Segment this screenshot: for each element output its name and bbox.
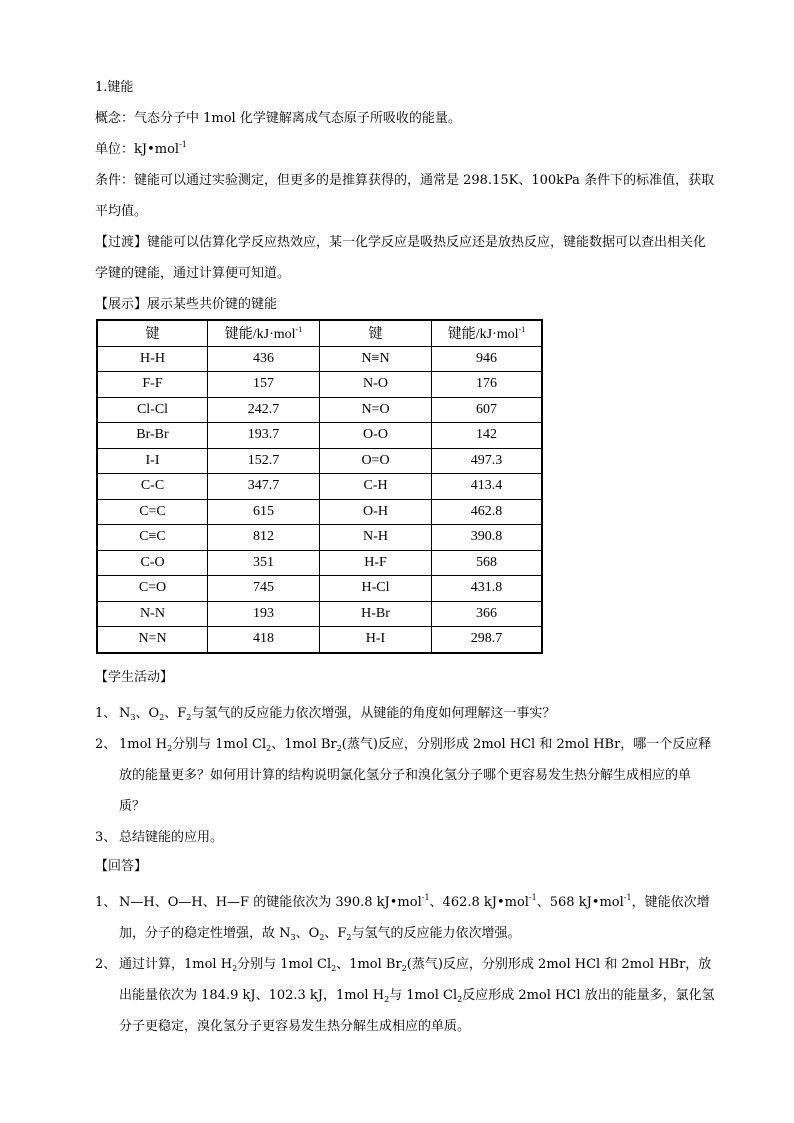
- header-energy-2-sup: -1: [518, 325, 526, 335]
- header-energy-2: [432, 320, 543, 346]
- text-run: 通过计算，1mol H: [119, 956, 233, 972]
- text-run: 、1mol Br: [271, 736, 337, 752]
- table-row: [97, 346, 542, 372]
- table-row: [97, 627, 542, 653]
- document-page: [95, 78, 715, 1042]
- header-energy-2-label: 键能/kJ·mol: [447, 327, 519, 343]
- text-run: 总结键能的应用。: [119, 829, 224, 845]
- cell: O=O: [320, 448, 432, 474]
- answer-number: 1、: [95, 894, 117, 910]
- subscript: 2: [401, 963, 407, 973]
- cell: H-Br: [320, 601, 432, 627]
- text-run: 、568 kJ•mol: [536, 894, 624, 910]
- subscript: 2: [232, 963, 238, 973]
- subscript: 2: [319, 932, 325, 942]
- cell: 462.8: [432, 499, 543, 525]
- text-run: N—H、O—H、H—F 的键能依次为 390.8 kJ•mol: [119, 894, 422, 910]
- table-row: [97, 525, 542, 551]
- cell: F-F: [97, 372, 208, 398]
- cell: I-I: [97, 448, 208, 474]
- text-run: (蒸气)反应，分别形成 2mol HCl 和 2mol HBr，哪一个反应释放的能量更多？如何用计算的结构说明氯化氢分子和溴化氢分子哪个更容易发生热分解生成相应的单质？: [119, 736, 712, 814]
- table-row: [97, 372, 542, 398]
- cell: N=O: [320, 397, 432, 423]
- text-run: 、1mol Br: [336, 956, 402, 972]
- table-header-row: [97, 320, 542, 346]
- concept-text: 概念：气态分子中 1mol 化学键解离成气态原子所吸收的能量。: [95, 111, 461, 126]
- table-row: [97, 550, 542, 576]
- table-row: [97, 576, 542, 602]
- cell: 193: [208, 601, 320, 627]
- activity-item-3: [95, 822, 715, 853]
- cell: H-I: [320, 627, 432, 653]
- activity-number: 2、: [95, 736, 117, 752]
- subscript: 2: [266, 743, 272, 753]
- table-row: [97, 397, 542, 423]
- superscript: -1: [421, 892, 430, 902]
- activity-number: 1、: [95, 705, 117, 721]
- cell: 351: [208, 550, 320, 576]
- cell: 615: [208, 499, 320, 525]
- cell: H-F: [320, 550, 432, 576]
- cell: 193.7: [208, 423, 320, 449]
- cell: 431.8: [432, 576, 543, 602]
- subscript: 2: [159, 712, 165, 722]
- cell: O-H: [320, 499, 432, 525]
- cell: C=C: [97, 499, 208, 525]
- text-run: 、F: [324, 925, 347, 941]
- table-row: [97, 499, 542, 525]
- answer-item-1: [95, 887, 715, 949]
- text-run: 与氢气的反应能力依次增强，从键能的角度如何理解这一事实？: [191, 705, 556, 721]
- cell: 142: [432, 423, 543, 449]
- cell: 176: [432, 372, 543, 398]
- text-run: 分别与 1mol Cl: [237, 956, 332, 972]
- cell: N-H: [320, 525, 432, 551]
- cell: H-H: [97, 346, 208, 372]
- cell: 568: [432, 550, 543, 576]
- cell: H-Cl: [320, 576, 432, 602]
- cell: 390.8: [432, 525, 543, 551]
- header-bond-1: 键: [97, 320, 208, 346]
- header-energy-1: [208, 320, 320, 346]
- cell: 152.7: [208, 448, 320, 474]
- cell: Cl-Cl: [97, 397, 208, 423]
- cell: N=N: [97, 627, 208, 653]
- unit-label: 单位：kJ•mol: [95, 142, 180, 157]
- cell: 418: [208, 627, 320, 653]
- activity-number: 3、: [95, 829, 117, 845]
- cell: C-C: [97, 474, 208, 500]
- subscript: 2: [167, 743, 173, 753]
- cell: N-O: [320, 372, 432, 398]
- text-run: 与氢气的反应能力依次增强。: [351, 925, 521, 941]
- subscript: 3: [290, 932, 296, 942]
- text-run: N: [119, 705, 131, 721]
- bond-energy-table: [96, 319, 543, 654]
- display-heading: 【展示】展示某些共价键的键能: [95, 297, 278, 312]
- answer-number: 2、: [95, 956, 117, 972]
- cell: 607: [432, 397, 543, 423]
- table-row: [97, 474, 542, 500]
- cell: 436: [208, 346, 320, 372]
- cell: 497.3: [432, 448, 543, 474]
- text-run: 、O: [295, 925, 320, 941]
- unit-sup: -1: [179, 140, 187, 149]
- cell: Br-Br: [97, 423, 208, 449]
- cell: 366: [432, 601, 543, 627]
- superscript: -1: [623, 892, 632, 902]
- cell: N-N: [97, 601, 208, 627]
- section-title: 1.键能: [95, 80, 134, 95]
- cell: 745: [208, 576, 320, 602]
- cell: C-H: [320, 474, 432, 500]
- cell: 298.7: [432, 627, 543, 653]
- answer-item-2: [95, 949, 715, 1042]
- table-row: [97, 601, 542, 627]
- header-energy-1-label: 键能/kJ·mol: [224, 327, 296, 343]
- superscript: -1: [528, 892, 537, 902]
- cell: 413.4: [432, 474, 543, 500]
- activity-item-1: [95, 698, 715, 729]
- table-row: [97, 448, 542, 474]
- answer-heading: 【回答】: [95, 858, 148, 874]
- text-run: (蒸气)反应，分别形成 2mol HCl 和 2mol HBr，放出能量依次为 184.9 kJ、102.3 kJ，1mol H: [119, 956, 712, 1003]
- text-run: 、O: [135, 705, 160, 721]
- transition-text: 【过渡】键能可以估算化学反应热效应，某一化学反应是吸热反应还是放热反应，键能数据可以查出相关化学键的键能，通过计算便可知道。: [95, 235, 707, 281]
- subscript: 2: [331, 963, 337, 973]
- text-run: 与 1mol Cl: [389, 987, 458, 1003]
- text-run: 反应形成 2mol HCl 放出的能量多，氯化氢分子更稳定，溴化氢分子更容易发生热分解生成相应的单质。: [119, 987, 715, 1034]
- activity-heading: 【学生活动】: [95, 669, 174, 685]
- cell: N≡N: [320, 346, 432, 372]
- cell: O-O: [320, 423, 432, 449]
- subscript: 2: [186, 712, 192, 722]
- cell: 946: [432, 346, 543, 372]
- cell: 347.7: [208, 474, 320, 500]
- subscript: 2: [346, 932, 352, 942]
- text-run: ，键能依次增加，分子的稳定性增强，故 N: [119, 894, 710, 941]
- text-run: 分别与 1mol Cl: [172, 736, 267, 752]
- text-run: 1mol H: [119, 736, 168, 752]
- unit-text: [95, 140, 715, 160]
- text-run: 、F: [164, 705, 187, 721]
- condition-text: 条件：键能可以通过实验测定，但更多的是推算获得的，通常是 298.15K、100kPa 条件下的标准值，获取平均值。: [95, 173, 715, 219]
- cell: C=O: [97, 576, 208, 602]
- cell: 157: [208, 372, 320, 398]
- cell: C-O: [97, 550, 208, 576]
- cell: 242.7: [208, 397, 320, 423]
- cell: 812: [208, 525, 320, 551]
- header-energy-1-sup: -1: [295, 325, 303, 335]
- subscript: 3: [130, 712, 136, 722]
- table-row: [97, 423, 542, 449]
- subscript: 2: [336, 743, 342, 753]
- header-bond-2: 键: [320, 320, 432, 346]
- subscript: 2: [384, 994, 390, 1004]
- activity-item-2: [95, 729, 715, 822]
- cell: C≡C: [97, 525, 208, 551]
- subscript: 2: [457, 994, 463, 1004]
- text-run: 、462.8 kJ•mol: [429, 894, 529, 910]
